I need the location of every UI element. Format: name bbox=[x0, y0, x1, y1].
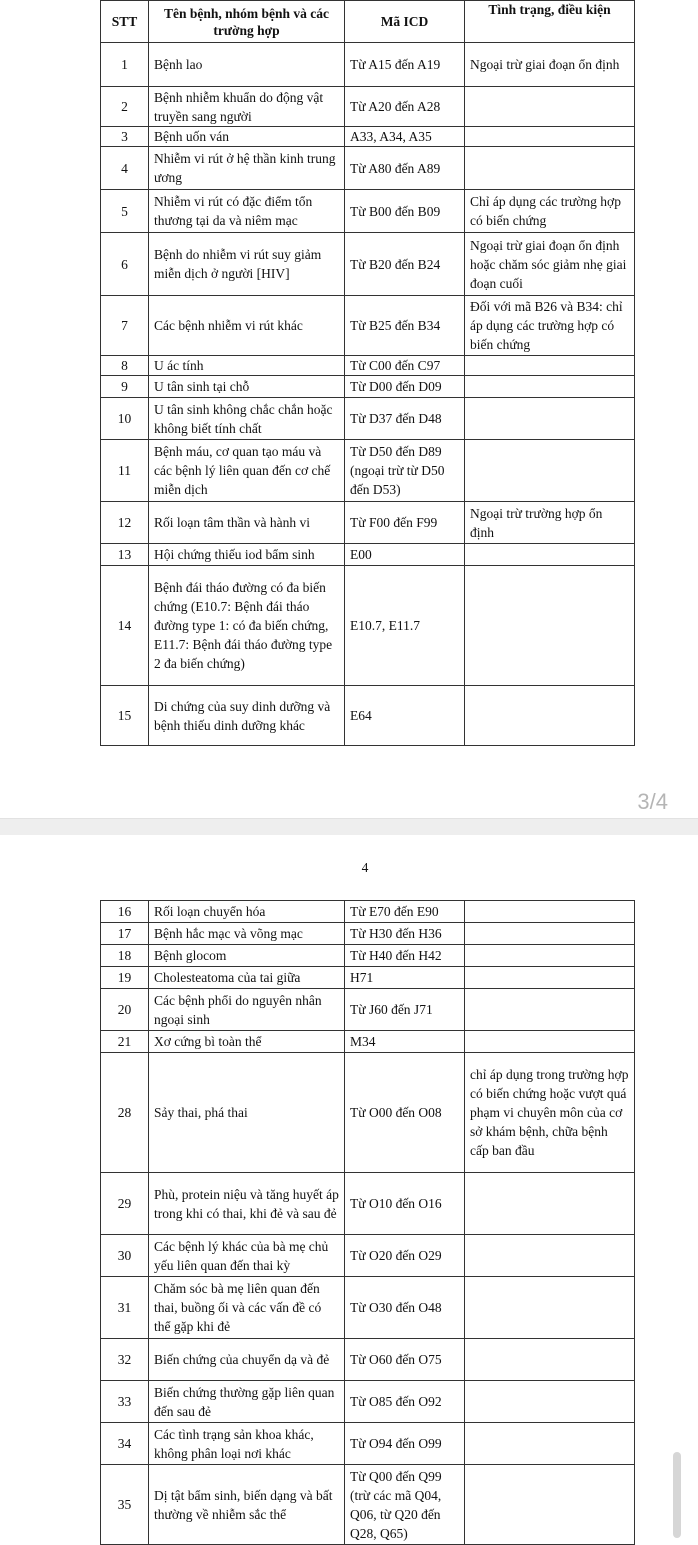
row-disease: Rối loạn tâm thần và hành vi bbox=[149, 502, 345, 544]
row-condition bbox=[465, 1235, 635, 1277]
table-row bbox=[101, 901, 635, 923]
row-stt: 15 bbox=[101, 686, 149, 746]
row-icd: Từ O85 đến O92 bbox=[345, 1381, 465, 1423]
row-icd: Từ O30 đến O48 bbox=[345, 1277, 465, 1339]
table-row bbox=[101, 1339, 635, 1381]
table-row bbox=[101, 544, 635, 566]
header-icd: Mã ICD bbox=[345, 1, 465, 43]
table-row bbox=[101, 502, 635, 544]
row-stt: 12 bbox=[101, 502, 149, 544]
row-disease: Bệnh lao bbox=[149, 43, 345, 87]
row-disease: Bệnh glocom bbox=[149, 945, 345, 967]
row-stt: 35 bbox=[101, 1465, 149, 1545]
scrollbar-thumb[interactable] bbox=[673, 1452, 681, 1538]
row-stt: 16 bbox=[101, 901, 149, 923]
table-row bbox=[101, 945, 635, 967]
row-disease: Biến chứng của chuyển dạ và đẻ bbox=[149, 1339, 345, 1381]
table-row bbox=[101, 686, 635, 746]
row-icd: Từ O94 đến O99 bbox=[345, 1423, 465, 1465]
row-icd: Từ D37 đến D48 bbox=[345, 398, 465, 440]
row-condition: Ngoại trừ giai đoạn ổn định bbox=[465, 43, 635, 87]
row-disease: Bệnh do nhiễm vi rút suy giảm miễn dịch ở người [HIV] bbox=[149, 233, 345, 296]
row-icd: Từ Q00 đến Q99 (trừ các mã Q04, Q06, từ Q20 đến Q28, Q65) bbox=[345, 1465, 465, 1545]
table-row bbox=[101, 376, 635, 398]
row-condition bbox=[465, 923, 635, 945]
table-row bbox=[101, 440, 635, 502]
row-condition bbox=[465, 686, 635, 746]
row-stt: 33 bbox=[101, 1381, 149, 1423]
row-icd: M34 bbox=[345, 1031, 465, 1053]
row-disease: Bệnh uốn ván bbox=[149, 127, 345, 147]
row-disease: U tân sinh không chắc chắn hoặc không biết tính chất bbox=[149, 398, 345, 440]
row-condition bbox=[465, 945, 635, 967]
row-stt: 6 bbox=[101, 233, 149, 296]
row-condition bbox=[465, 544, 635, 566]
row-disease: Chăm sóc bà mẹ liên quan đến thai, buồng ối và các vấn đề có thể gặp khi đẻ bbox=[149, 1277, 345, 1339]
row-condition bbox=[465, 1031, 635, 1053]
row-disease: Bệnh nhiễm khuẩn do động vật truyền sang người bbox=[149, 87, 345, 127]
row-icd: A33, A34, A35 bbox=[345, 127, 465, 147]
row-disease: U ác tính bbox=[149, 356, 345, 376]
row-icd: Từ F00 đến F99 bbox=[345, 502, 465, 544]
row-condition bbox=[465, 1381, 635, 1423]
row-icd: Từ D50 đến D89 (ngoại trừ từ D50 đến D53) bbox=[345, 440, 465, 502]
row-stt: 30 bbox=[101, 1235, 149, 1277]
row-condition bbox=[465, 566, 635, 686]
row-stt: 20 bbox=[101, 989, 149, 1031]
row-disease: Nhiễm vi rút có đặc điểm tổn thương tại da và niêm mạc bbox=[149, 190, 345, 233]
header-stt: STT bbox=[101, 1, 149, 43]
row-condition bbox=[465, 440, 635, 502]
page-number: 4 bbox=[361, 860, 369, 875]
row-icd: Từ O20 đến O29 bbox=[345, 1235, 465, 1277]
row-stt: 3 bbox=[101, 127, 149, 147]
row-stt: 8 bbox=[101, 356, 149, 376]
table-row bbox=[101, 43, 635, 87]
row-icd: Từ B20 đến B24 bbox=[345, 233, 465, 296]
table-row bbox=[101, 1053, 635, 1173]
disease-table-page-4 bbox=[100, 900, 635, 1545]
row-icd: Từ B25 đến B34 bbox=[345, 296, 465, 356]
table-row bbox=[101, 1381, 635, 1423]
row-icd: E10.7, E11.7 bbox=[345, 566, 465, 686]
row-icd: Từ A15 đến A19 bbox=[345, 43, 465, 87]
row-stt: 17 bbox=[101, 923, 149, 945]
header-disease: Tên bệnh, nhóm bệnh và các trường hợp bbox=[149, 1, 345, 43]
table-row bbox=[101, 566, 635, 686]
row-condition bbox=[465, 1173, 635, 1235]
table-row bbox=[101, 967, 635, 989]
row-disease: Cholesteatoma của tai giữa bbox=[149, 967, 345, 989]
row-stt: 9 bbox=[101, 376, 149, 398]
row-disease: Di chứng của suy dinh dưỡng và bệnh thiếu dinh dưỡng khác bbox=[149, 686, 345, 746]
row-disease: Các bệnh phổi do nguyên nhân ngoại sinh bbox=[149, 989, 345, 1031]
row-disease: Dị tật bẩm sinh, biến dạng và bất thường về nhiễm sắc thể bbox=[149, 1465, 345, 1545]
row-stt: 11 bbox=[101, 440, 149, 502]
row-stt: 32 bbox=[101, 1339, 149, 1381]
row-condition bbox=[465, 1277, 635, 1339]
row-icd: Từ J60 đến J71 bbox=[345, 989, 465, 1031]
row-condition bbox=[465, 989, 635, 1031]
row-stt: 4 bbox=[101, 147, 149, 190]
row-disease: Rối loạn chuyển hóa bbox=[149, 901, 345, 923]
row-stt: 31 bbox=[101, 1277, 149, 1339]
row-stt: 21 bbox=[101, 1031, 149, 1053]
row-condition bbox=[465, 127, 635, 147]
row-stt: 19 bbox=[101, 967, 149, 989]
row-disease: Bệnh đái tháo đường có đa biến chứng (E10.7: Bệnh đái tháo đường type 1: có đa biến chứng, E11.7: Bệnh đái tháo đường type 2 đa biến chứng) bbox=[149, 566, 345, 686]
row-condition bbox=[465, 901, 635, 923]
row-icd: Từ C00 đến C97 bbox=[345, 356, 465, 376]
row-stt: 1 bbox=[101, 43, 149, 87]
row-condition: Chỉ áp dụng các trường hợp có biến chứng bbox=[465, 190, 635, 233]
table-row bbox=[101, 233, 635, 296]
row-stt: 14 bbox=[101, 566, 149, 686]
table-row bbox=[101, 1031, 635, 1053]
row-icd: Từ O10 đến O16 bbox=[345, 1173, 465, 1235]
row-icd: Từ O60 đến O75 bbox=[345, 1339, 465, 1381]
table-row bbox=[101, 87, 635, 127]
row-disease: Bệnh hắc mạc và võng mạc bbox=[149, 923, 345, 945]
row-disease: Xơ cứng bì toàn thể bbox=[149, 1031, 345, 1053]
table-row bbox=[101, 1423, 635, 1465]
row-icd: Từ D00 đến D09 bbox=[345, 376, 465, 398]
row-stt: 34 bbox=[101, 1423, 149, 1465]
row-disease: Hội chứng thiếu iod bẩm sinh bbox=[149, 544, 345, 566]
row-condition bbox=[465, 1423, 635, 1465]
row-condition bbox=[465, 356, 635, 376]
table-row bbox=[101, 147, 635, 190]
row-condition: Đối với mã B26 và B34: chỉ áp dụng các trường hợp có biến chứng bbox=[465, 296, 635, 356]
header-condition: Tình trạng, điều kiện bbox=[465, 1, 635, 43]
row-condition bbox=[465, 1465, 635, 1545]
table-row bbox=[101, 1277, 635, 1339]
row-condition bbox=[465, 376, 635, 398]
row-icd: Từ E70 đến E90 bbox=[345, 901, 465, 923]
row-condition bbox=[465, 398, 635, 440]
table-row bbox=[101, 190, 635, 233]
row-icd: Từ A80 đến A89 bbox=[345, 147, 465, 190]
row-icd: Từ A20 đến A28 bbox=[345, 87, 465, 127]
row-condition bbox=[465, 1339, 635, 1381]
table-row bbox=[101, 127, 635, 147]
table-row bbox=[101, 989, 635, 1031]
row-stt: 18 bbox=[101, 945, 149, 967]
row-disease: U tân sinh tại chỗ bbox=[149, 376, 345, 398]
row-icd: Từ O00 đến O08 bbox=[345, 1053, 465, 1173]
table-row bbox=[101, 1465, 635, 1545]
disease-table-page-3 bbox=[100, 0, 635, 746]
row-condition bbox=[465, 147, 635, 190]
row-disease: Bệnh máu, cơ quan tạo máu và các bệnh lý liên quan đến cơ chế miễn dịch bbox=[149, 440, 345, 502]
row-condition: chỉ áp dụng trong trường hợp có biến chứng hoặc vượt quá phạm vi chuyên môn của cơ sở khám bệnh, chữa bệnh cấp ban đầu bbox=[465, 1053, 635, 1173]
table-header-row bbox=[101, 1, 635, 43]
table-row bbox=[101, 356, 635, 376]
table-row bbox=[101, 296, 635, 356]
row-disease: Các tình trạng sản khoa khác, không phân loại nơi khác bbox=[149, 1423, 345, 1465]
table-row bbox=[101, 923, 635, 945]
page-separator bbox=[0, 818, 698, 835]
row-icd: Từ B00 đến B09 bbox=[345, 190, 465, 233]
row-condition: Ngoại trừ giai đoạn ổn định hoặc chăm sóc giảm nhẹ giai đoạn cuối bbox=[465, 233, 635, 296]
row-condition: Ngoại trừ trường hợp ổn định bbox=[465, 502, 635, 544]
page-indicator: 3/4 bbox=[637, 789, 668, 814]
row-stt: 29 bbox=[101, 1173, 149, 1235]
row-icd: E64 bbox=[345, 686, 465, 746]
row-condition bbox=[465, 967, 635, 989]
table-row bbox=[101, 1235, 635, 1277]
row-stt: 5 bbox=[101, 190, 149, 233]
row-stt: 13 bbox=[101, 544, 149, 566]
row-stt: 2 bbox=[101, 87, 149, 127]
row-disease: Nhiễm vi rút ở hệ thần kinh trung ương bbox=[149, 147, 345, 190]
row-disease: Các bệnh lý khác của bà mẹ chủ yếu liên quan đến thai kỳ bbox=[149, 1235, 345, 1277]
table-row bbox=[101, 398, 635, 440]
row-disease: Biến chứng thường gặp liên quan đến sau đẻ bbox=[149, 1381, 345, 1423]
row-icd: Từ H30 đến H36 bbox=[345, 923, 465, 945]
row-disease: Sảy thai, phá thai bbox=[149, 1053, 345, 1173]
row-icd: H71 bbox=[345, 967, 465, 989]
row-disease: Các bệnh nhiễm vi rút khác bbox=[149, 296, 345, 356]
row-icd: E00 bbox=[345, 544, 465, 566]
row-icd: Từ H40 đến H42 bbox=[345, 945, 465, 967]
row-stt: 28 bbox=[101, 1053, 149, 1173]
row-stt: 7 bbox=[101, 296, 149, 356]
row-disease: Phù, protein niệu và tăng huyết áp trong khi có thai, khi đẻ và sau đẻ bbox=[149, 1173, 345, 1235]
row-condition bbox=[465, 87, 635, 127]
table-row bbox=[101, 1173, 635, 1235]
row-stt: 10 bbox=[101, 398, 149, 440]
